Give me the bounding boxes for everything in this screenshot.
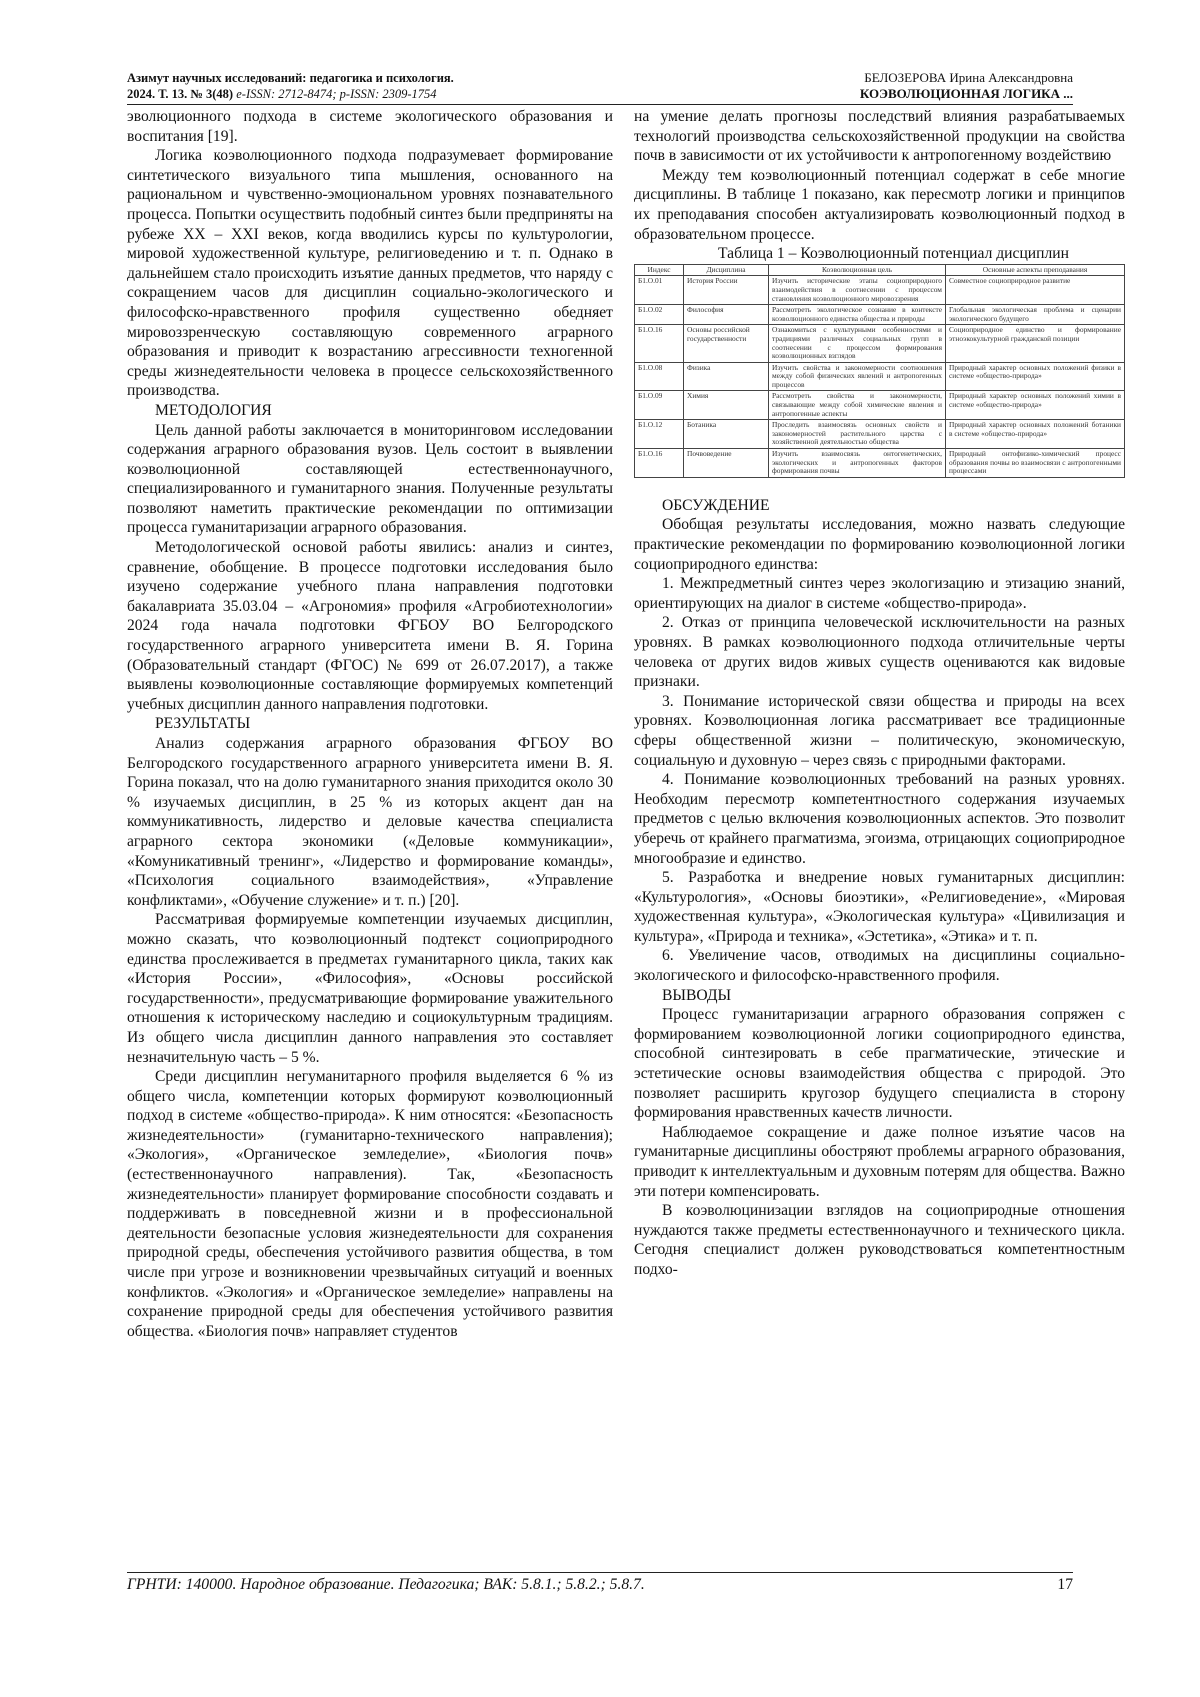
table-cell: История России — [684, 276, 769, 305]
footer-classification: ГРНТИ: 140000. Народное образование. Педагогика; ВАК: 5.8.1.; 5.8.2.; 5.8.7. — [127, 1576, 645, 1593]
table-cell: Изучить исторические этапы социоприродного взаимодействия в соотнесении с процессом становления коэволюционного мировоззрения — [769, 276, 946, 305]
paragraph: Рассматривая формируемые компетенции изучаемых дисциплин, можно сказать, что коэволюционный подтекст социоприродного единства прослеживается в предметах гуманитарного цикла, таких как «История России», «Философия», «Основы российской государственности», предусматривающие формирование уважительного отношения к историческому наследию и социокультурным традициям. Из общего числа дисциплин данного направления это составляет незначительную часть – 5 %. — [127, 911, 613, 1066]
paragraph: Методологической основой работы явились: анализ и синтез, сравнение, обобщение. В процессе подготовки исследования было изучено содержание учебного плана направления подготовки бакалавриата 35.03.04 – «Агрономия» профиля «Агробиотехнологии» 2024 года начала подготовки ФГБОУ ВО Белгородского государственного аграрного университета имени В. Я. Горина (Образовательный стандарт (ФГОС) № 699 от 26.07.2017), а также выявлены коэволюционные составляющие формируемых компетенций учебных дисциплин данного направления подготовки. — [127, 539, 613, 713]
table-cell: Изучить взаимосвязь онтогенетических, экологических и антропогенных факторов формирования почвы — [769, 449, 946, 478]
paragraph: Обобщая результаты исследования, можно назвать следующие практические рекомендации по формированию коэволюционной логики социоприродного единства: — [634, 516, 1125, 573]
journal-issn: e-ISSN: 2712-8474; p-ISSN: 2309-1754 — [233, 87, 437, 101]
table-header-row — [635, 264, 1125, 276]
table-cell: Природный характер основных положений ботаники в системе «общество-природа» — [946, 420, 1125, 449]
table-cell: Философия — [684, 305, 769, 325]
article-info — [860, 70, 1073, 102]
table-header-cell: Коэволюционная цель — [769, 264, 946, 276]
table-header-cell: Основные аспекты преподавания — [946, 264, 1125, 276]
table-cell: Б1.О.16 — [635, 325, 684, 362]
table-cell: Б1.О.12 — [635, 420, 684, 449]
table-cell: Глобальная экологическая проблема и сценарии экологического будущего — [946, 305, 1125, 325]
article-author: БЕЛОЗЕРОВА Ирина Александровна — [864, 70, 1073, 85]
table-cell: Б1.О.09 — [635, 391, 684, 420]
paragraph: эволюционного подхода в системе экологического образования и воспитания [19]. — [127, 108, 613, 145]
list-item: 5. Разработка и внедрение новых гуманитарных дисциплин: «Культурология», «Основы биоэтики», «Религиоведение», «Мировая художественная культура», «Экологическая культура» «Цивилизация и культура», «Природа и техника», «Эстетика», «Этика» и т. п. — [634, 869, 1125, 945]
table-header-cell: Дисциплина — [684, 264, 769, 276]
table-row — [635, 276, 1125, 305]
table-cell: Ботаника — [684, 420, 769, 449]
list-item: 2. Отказ от принципа человеческой исключительности на разных уровнях. В рамках коэволюционного подхода отличительные черты человека от других видов живых существ оцениваются как видовые признаки. — [634, 614, 1125, 691]
list-item: 1. Межпредметный синтез через экологизацию и этизацию знаний, ориентирующих на диалог в системе «общество-природа». — [634, 575, 1125, 612]
table-title: Таблица 1 – Коэволюционный потенциал дисциплин — [718, 245, 1069, 263]
section-heading-discussion: ОБСУЖДЕНИЕ — [662, 496, 770, 514]
journal-issue: 2024. Т. 13. № 3(48) — [127, 87, 234, 101]
paragraph: Логика коэволюционного подхода подразумевает формирование синтетического визуального типа мышления, основанного на рациональном и чувственно-эмоциональном уровнях познавательного процесса. Попытки осуществить подобный синтез были предприняты на рубеже XX – XXI веков, когда вводились курсы по культурологии, мировой художественной культуре, религиоведению и т. п. Однако в дальнейшем стало происходить изъятие данных предметов, что наряду с сокращением часов для дисциплин социально-экологического и философско-нравственного профиля существенно обедняет мировоззренческую составляющую современного аграрного образования и приводит к возрастанию агрессивности техногенной среды жизнедеятельности человека в процессе сельскохозяйственного производства. — [127, 147, 613, 400]
table-cell: Ознакомиться с культурными особенностями и традициями различных социальных групп в соотнесении с процессом формирования коэволюционных взглядов — [769, 325, 946, 362]
table-cell: Природный онтофизико-химический процесс образования почвы во взаимосвязи с антропогенными процессами — [946, 449, 1125, 478]
paragraph: Среди дисциплин негуманитарного профиля выделяется 6 % из общего числа, компетенции которых формируют коэволюционный подход в системе «общество-природа». К ним относятся: «Безопасность жизнедеятельности» (гуманитарно-технического направления); «Экология», «Органическое земледелие», «Биология почв» (естественнонаучного направления). Так, «Безопасность жизнедеятельности» планирует формирование способности создавать и поддерживать в повседневной жизни и в профессиональной деятельности безопасные условия жизнедеятельности для сохранения природной среды, обеспечения устойчивого развития общества, в том числе при угрозе и возникновении чрезвычайных ситуаций и военных конфликтов. «Экология» и «Органическое земледелие» направлены на сохранение природной среды для обеспечения устойчивого развития общества. «Биология почв» направляет студентов — [127, 1068, 613, 1340]
table-cell: Природный характер основных положений физики в системе «общество-природа» — [946, 362, 1125, 391]
table-row — [635, 305, 1125, 325]
table-header-cell: Индекс — [635, 264, 684, 276]
table-cell: Основы российской государственности — [684, 325, 769, 362]
table-cell: Б1.О.01 — [635, 276, 684, 305]
header-divider — [127, 104, 1073, 105]
paragraph: В коэволюцинизации взглядов на социоприродные отношения нуждаются также предметы естественнонаучного и технического цикла. Сегодня специалист должен руководствоваться компетентностным подхо- — [634, 1202, 1125, 1278]
table-cell: Химия — [684, 391, 769, 420]
table-cell: Рассмотреть свойства и закономерности, связывающие между собой химические явления и антропогенные аспекты — [769, 391, 946, 420]
section-heading-conclusions: ВЫВОДЫ — [662, 986, 732, 1004]
section-heading-results: РЕЗУЛЬТАТЫ — [155, 715, 251, 733]
journal-name: Азимут научных исследований: педагогика и психология. — [127, 71, 454, 85]
list-item: 6. Увеличение часов, отводимых на дисциплины социально-экологического и философско-нравственного профиля. — [634, 947, 1125, 985]
table-cell: Физика — [684, 362, 769, 391]
paragraph: Цель данной работы заключается в мониторинговом исследовании содержания аграрного образования вузов. Цель состоит в выявлении коэволюционной составляющей естественнонаучного, специализированного и гуманитарного знания. Полученные результаты позволяют наметить практические рекомендации по оптимизации процесса гуманитаризации аграрного образования. — [127, 421, 613, 537]
table-cell: Б1.О.08 — [635, 362, 684, 391]
table-cell: Рассмотреть экологическое сознание в контексте коэволюционного единства общества и природы — [769, 305, 946, 325]
table-row — [635, 391, 1125, 420]
page-header — [127, 70, 1073, 104]
table-row — [635, 420, 1125, 449]
table-cell: Б1.О.16 — [635, 449, 684, 478]
table-row — [635, 449, 1125, 478]
list-item: 4. Понимание коэволюционных требований на разных уровнях. Необходим пересмотр компетентностного содержания изучаемых предметов с целью включения коэволюционных аспектов. Это позволит уберечь от крайнего прагматизма, эгоизма, отрицающих социоприродное многообразие и единство. — [634, 771, 1125, 867]
paragraph: Между тем коэволюционный потенциал содержат в себе многие дисциплины. В таблице 1 показано, как пересмотр логики и принципов их преподавания способен актуализировать коэволюционный подход в образовательном процессе. — [634, 166, 1125, 243]
footer-divider — [127, 1572, 1073, 1573]
paragraph: Процесс гуманитаризации аграрного образования сопряжен с формированием коэволюционной логики социоприродного единства, способной синтезировать в себе прагматические, этические и эстетические основы взаимодействия общества с природой. Это позволяет расширить кругозор будущего специалиста в сторону формирования нравственных качеств личности. — [634, 1006, 1125, 1122]
article-running-title: КОЭВОЛЮЦИОННАЯ ЛОГИКА ... — [859, 86, 1073, 101]
journal-info — [127, 70, 454, 102]
section-heading-methodology: МЕТОДОЛОГИЯ — [155, 401, 272, 419]
page-number: 17 — [1057, 1576, 1073, 1593]
table-cell: Почвоведение — [684, 449, 769, 478]
right-column — [634, 107, 1125, 1280]
table-cell: Социоприродное единство и формирование этноэкокультурной гражданской позиции — [946, 325, 1125, 362]
discipline-table — [634, 264, 1125, 478]
paragraph: Анализ содержания аграрного образования ФГБОУ ВО Белгородского государственного аграрного университета имени В. Я. Горина показал, что на долю гуманитарного знания приходится около 30 % изучаемых дисциплин, в 25 % из которых акцент дан на коммуникативность, лидерство и деловые качества специалиста аграрного сектора экономики («Деловые коммуникации», «Комуникативный тренинг», «Лидерство и формирование команды», «Психология социального взаимодействия», «Управление конфликтами», «Обучение служение» и т. п.) [20]. — [127, 735, 613, 909]
list-item: 3. Понимание исторической связи общества и природы на всех уровнях. Коэволюционная логика рассматривает все традиционные сферы общественной жизни – политическую, экономическую, социальную и духовную – через связь с природными факторами. — [634, 692, 1125, 769]
table-cell: Природный характер основных положений химии в системе «общество-природа» — [946, 391, 1125, 420]
table-cell: Проследить взаимосвязь основных свойств и закономерностей растительного царства с хозяйственной деятельностью общества — [769, 420, 946, 449]
table-row — [635, 325, 1125, 362]
paragraph: на умение делать прогнозы последствий влияния разрабатываемых технологий производства сельскохозяйственной продукции на свойства почв в зависимости от их устойчивости к антропогенному воздействию — [634, 108, 1125, 165]
left-column — [127, 107, 613, 1341]
paragraph: Наблюдаемое сокращение и даже полное изъятие часов на гуманитарные дисциплины обостряют проблемы аграрного образования, приводит к интеллектуальным и духовным потерям для общества. Важно эти потери компенсировать. — [634, 1123, 1125, 1200]
table-row — [635, 362, 1125, 391]
table-cell: Изучить свойства и закономерности соотношения между собой физических явлений и антропогенных процессов — [769, 362, 946, 391]
table-cell: Б1.О.02 — [635, 305, 684, 325]
table-cell: Совместное социоприродное развитие — [946, 276, 1125, 305]
